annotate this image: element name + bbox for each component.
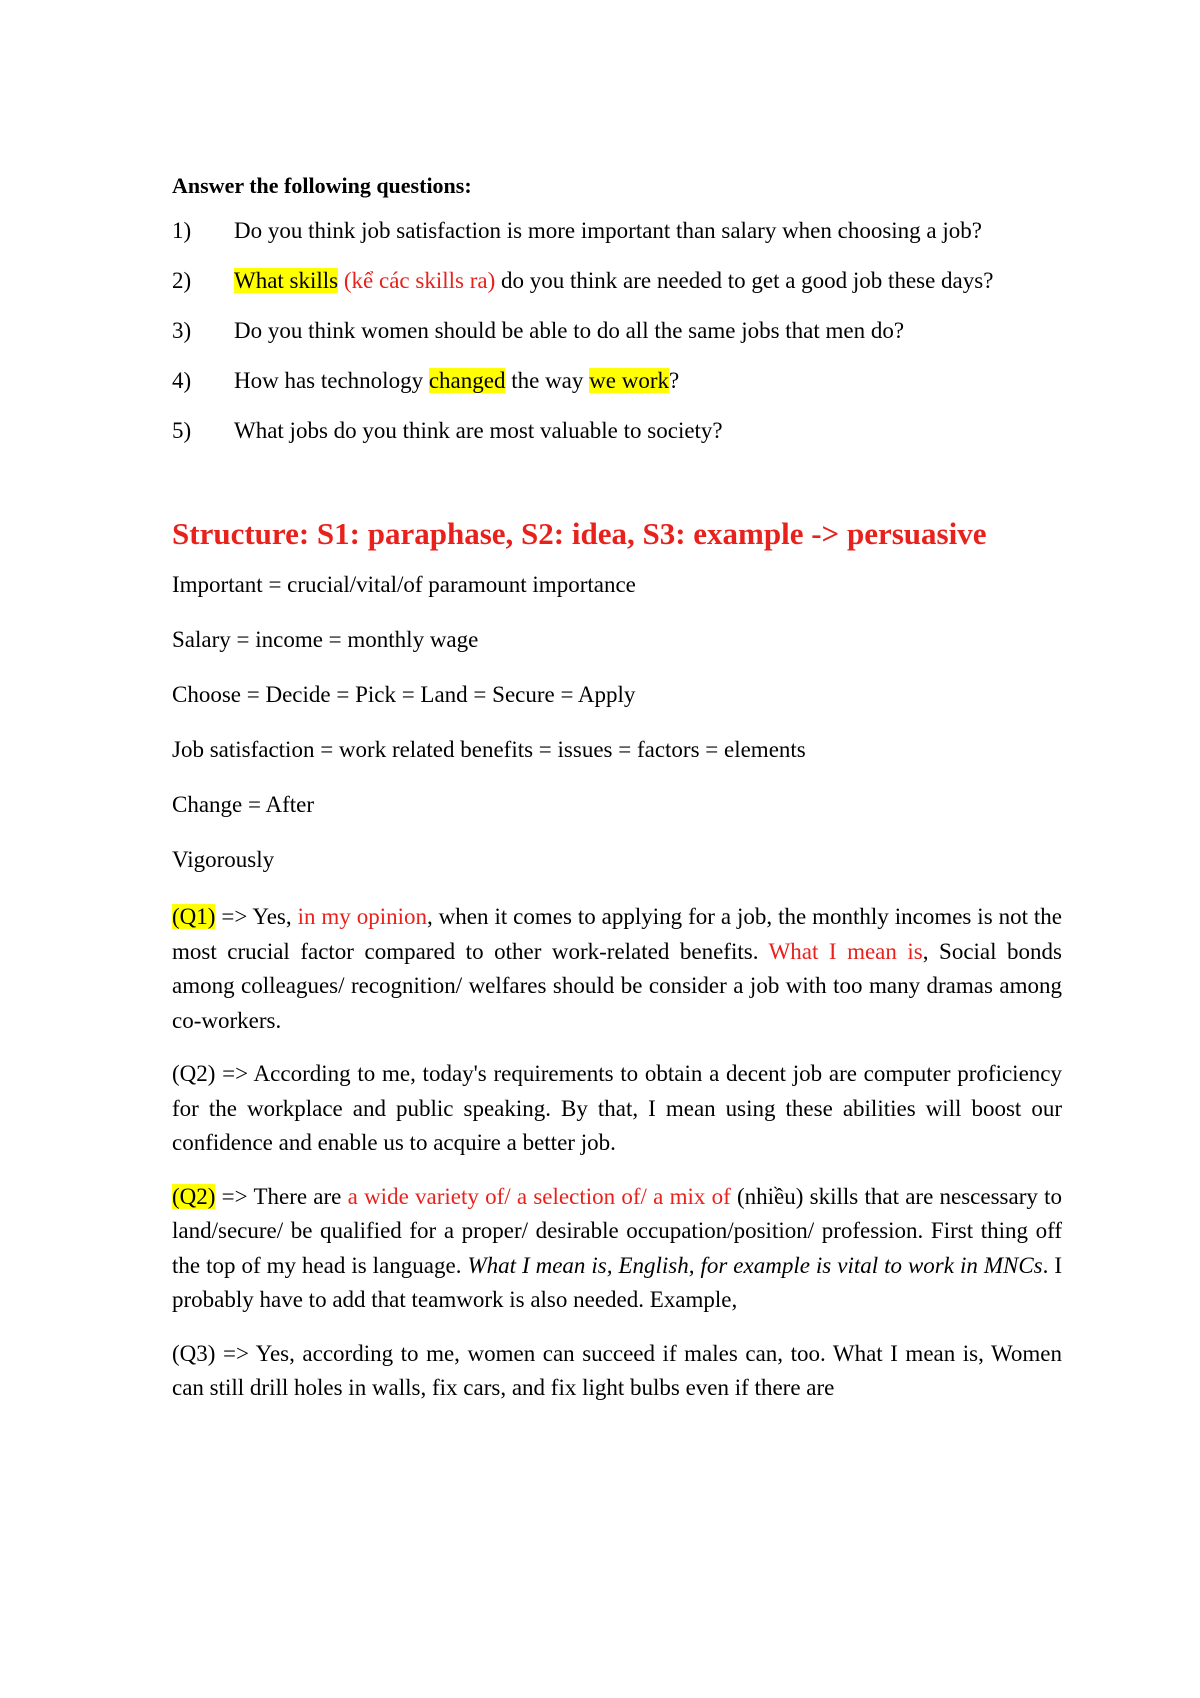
question-5 <box>172 416 1062 446</box>
question-text: the way <box>511 368 584 393</box>
question-number: 2) <box>172 268 192 293</box>
question-text: What jobs do you think are most valuable to society? <box>234 418 723 443</box>
question-text: How has technology <box>234 368 424 393</box>
answer-q1 <box>172 900 1062 1038</box>
answer-tag: (Q2) <box>172 1183 216 1209</box>
answer-text: , Social bonds among colleagues/ recognition/ welfares should be consider a job with too many dramas among co-workers. <box>172 938 1062 1033</box>
question-1 <box>172 216 1062 246</box>
question-4 <box>172 366 1062 396</box>
question-text: ? <box>668 368 680 393</box>
question-text: Do you think job satisfaction is more important than salary when choosing a job? <box>234 218 982 243</box>
question-3 <box>172 316 1062 346</box>
highlighted-text: What skills <box>234 268 339 293</box>
answer-q3 <box>172 1337 1062 1406</box>
red-phrase: What I mean is <box>768 938 923 964</box>
question-number: 3) <box>172 318 192 343</box>
red-note: (kể các skills ra) <box>343 268 496 293</box>
question-text: Do you think women should be able to do all the same jobs that men do? <box>234 318 905 343</box>
synonym-line: Change = After <box>172 792 314 817</box>
answer-text: . I probably have to add that teamwork is also needed. Example, <box>172 1252 1062 1312</box>
question-2 <box>172 266 1062 296</box>
answer-tag: (Q2) <box>172 1061 216 1086</box>
italic-example: What I mean is, English, for example is vital to work in MNCs <box>467 1252 1043 1278</box>
answer-text: , when it comes to applying for a job, the monthly incomes is not the most crucial factor compared to other work-related benefits. <box>172 904 1063 964</box>
synonym-line: Vigorously <box>172 847 275 872</box>
question-number: 1) <box>172 218 192 243</box>
red-phrase: in my opinion <box>297 904 427 929</box>
structure-heading: Structure: S1: paraphase, S2: idea, S3: example -> persuasive <box>172 516 987 551</box>
answer-tag: (Q3) <box>172 1340 216 1366</box>
answer-tag: (Q1) <box>172 904 216 929</box>
questions-heading: Answer the following questions: <box>172 173 472 198</box>
question-number: 5) <box>172 418 192 443</box>
answer-text: => There are <box>215 1183 348 1209</box>
answer-text: => Yes, according to me, women can succeed if males can, too. What I mean is, Women can still drill holes in walls, fix cars, and fix light bulbs even if there are <box>172 1340 1062 1400</box>
question-number: 4) <box>172 368 192 393</box>
question-text: do you think are needed to get a good job these days? <box>500 268 994 293</box>
highlighted-text: changed <box>428 368 506 393</box>
answer-text: => Yes, <box>215 904 298 929</box>
highlighted-text: we work <box>589 368 669 393</box>
synonym-line: Salary = income = monthly wage <box>172 627 479 652</box>
red-phrase: a wide variety of/ a selection of/ a mix of <box>347 1183 731 1209</box>
answer-q2-second <box>172 1180 1062 1318</box>
answer-q2-first <box>172 1057 1062 1161</box>
synonym-line: Important = crucial/vital/of paramount importance <box>172 572 636 597</box>
synonym-line: Choose = Decide = Pick = Land = Secure = Apply <box>172 682 636 707</box>
answer-text: => According to me, today's requirements to obtain a decent job are computer proficiency for the workplace and public speaking. By that, I mean using these abilities will boost our confidence and enable us to acquire a better job. <box>172 1061 1062 1155</box>
synonym-line: Job satisfaction = work related benefits = issues = factors = elements <box>172 737 806 762</box>
answer-text: (nhiều) skills that are nescessary to land/secure/ be qualified for a proper/ desirable occupation/position/ profession. First thing off the top of my head is language. <box>172 1183 1062 1278</box>
document-page <box>172 170 1062 1425</box>
